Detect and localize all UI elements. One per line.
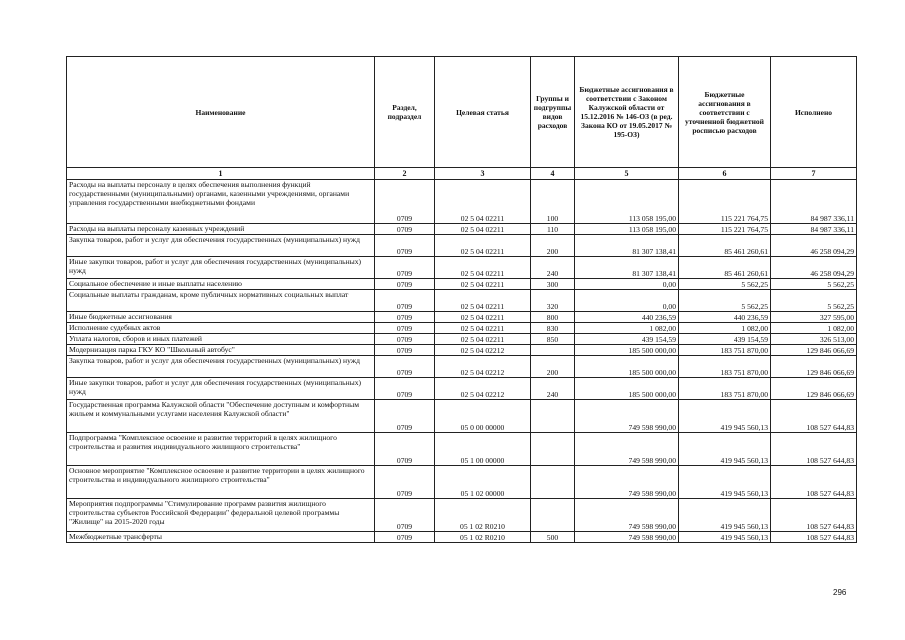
- cell-budget-law: 113 058 195,00: [575, 180, 679, 224]
- cell-expense-type: [531, 466, 575, 499]
- cell-budget-refined: 115 221 764,75: [679, 224, 771, 235]
- table-row: [67, 433, 857, 466]
- cell-budget-refined: 419 945 560,13: [679, 466, 771, 499]
- header-executed: Исполнено: [771, 57, 857, 168]
- table-row: [67, 257, 857, 279]
- cell-section: 0709: [375, 378, 435, 400]
- cell-expense-type: 100: [531, 180, 575, 224]
- cell-executed: 84 987 336,11: [771, 224, 857, 235]
- cell-section: 0709: [375, 400, 435, 433]
- cell-target-article: 02 5 04 02211: [435, 279, 531, 290]
- cell-budget-law: 1 082,00: [575, 323, 679, 334]
- cell-expense-type: 110: [531, 224, 575, 235]
- cell-name: Социальное обеспечение и иные выплаты населению: [67, 279, 375, 290]
- cell-target-article: 02 5 04 02211: [435, 312, 531, 323]
- cell-budget-refined: 183 751 870,00: [679, 345, 771, 356]
- cell-section: 0709: [375, 224, 435, 235]
- cell-executed: 108 527 644,83: [771, 532, 857, 543]
- cell-expense-type: 240: [531, 378, 575, 400]
- cell-target-article: 02 5 04 02212: [435, 378, 531, 400]
- table-row: [67, 356, 857, 378]
- table-row: [67, 378, 857, 400]
- cell-target-article: 02 5 04 02211: [435, 257, 531, 279]
- cell-name: Иные закупки товаров, работ и услуг для обеспечения государственных (муниципальных) нужд: [67, 378, 375, 400]
- cell-name: Расходы на выплаты персоналу в целях обеспечения выполнения функций государственными (муниципальными) органами, казенными учреждениями, органами управления государственными внебюджетными фондами: [67, 180, 375, 224]
- cell-expense-type: 800: [531, 312, 575, 323]
- cell-name: Закупка товаров, работ и услуг для обеспечения государственных (муниципальных) нужд: [67, 235, 375, 257]
- cell-name: Закупка товаров, работ и услуг для обеспечения государственных (муниципальных) нужд: [67, 356, 375, 378]
- cell-budget-refined: 419 945 560,13: [679, 433, 771, 466]
- cell-section: 0709: [375, 345, 435, 356]
- cell-budget-refined: 1 082,00: [679, 323, 771, 334]
- column-number: 5: [575, 168, 679, 180]
- cell-executed: 46 258 094,29: [771, 257, 857, 279]
- cell-name: Государственная программа Калужской области "Обеспечение доступным и комфортным жильем и коммунальными услугами населения Калужской области": [67, 400, 375, 433]
- cell-target-article: 05 1 02 R0210: [435, 532, 531, 543]
- column-number: 7: [771, 168, 857, 180]
- cell-section: 0709: [375, 532, 435, 543]
- column-number: 3: [435, 168, 531, 180]
- cell-name: Основное мероприятие "Комплексное освоение и развитие территории в целях жилищного строительства и индивидуального жилищного строительства": [67, 466, 375, 499]
- table-row: [67, 290, 857, 312]
- page-number: 296: [833, 588, 847, 597]
- cell-budget-refined: 85 461 260,61: [679, 257, 771, 279]
- cell-target-article: 02 5 04 02211: [435, 235, 531, 257]
- cell-section: 0709: [375, 466, 435, 499]
- cell-expense-type: 200: [531, 356, 575, 378]
- table-row: [67, 312, 857, 323]
- cell-budget-refined: 115 221 764,75: [679, 180, 771, 224]
- table-row: [67, 323, 857, 334]
- header-budget-law: Бюджетные ассигнования в соответствии с Законом Калужской области от 15.12.2016 № 146-ОЗ (в ред. Закона КО от 19.05.2017 № 195-ОЗ): [575, 57, 679, 168]
- table-row: [67, 532, 857, 543]
- cell-name: Модернизация парка ГКУ КО "Школьный автобус": [67, 345, 375, 356]
- cell-name: Исполнение судебных актов: [67, 323, 375, 334]
- cell-section: 0709: [375, 235, 435, 257]
- column-number: 1: [67, 168, 375, 180]
- header-budget-refined: Бюджетные ассигнования в соответствии с уточненной бюджетной росписью расходов: [679, 57, 771, 168]
- cell-section: 0709: [375, 499, 435, 532]
- table-row: [67, 466, 857, 499]
- table-row: [67, 334, 857, 345]
- cell-section: 0709: [375, 312, 435, 323]
- cell-name: Межбюджетные трансферты: [67, 532, 375, 543]
- header-section: Раздел, подраздел: [375, 57, 435, 168]
- cell-budget-law: 440 236,59: [575, 312, 679, 323]
- cell-section: 0709: [375, 290, 435, 312]
- cell-executed: 84 987 336,11: [771, 180, 857, 224]
- cell-budget-refined: 419 945 560,13: [679, 499, 771, 532]
- cell-executed: 5 562,25: [771, 279, 857, 290]
- column-number: 6: [679, 168, 771, 180]
- table-row: [67, 180, 857, 224]
- cell-section: 0709: [375, 323, 435, 334]
- cell-budget-refined: 5 562,25: [679, 279, 771, 290]
- column-number-row: [67, 168, 857, 180]
- cell-name: Уплата налогов, сборов и иных платежей: [67, 334, 375, 345]
- cell-executed: 129 846 066,69: [771, 345, 857, 356]
- cell-target-article: 05 1 00 00000: [435, 433, 531, 466]
- cell-expense-type: 500: [531, 532, 575, 543]
- cell-executed: 108 527 644,83: [771, 400, 857, 433]
- header-name: Наименование: [67, 57, 375, 168]
- cell-name: Расходы на выплаты персоналу казенных учреждений: [67, 224, 375, 235]
- cell-budget-law: 81 307 138,41: [575, 257, 679, 279]
- header-target-article: Целевая статья: [435, 57, 531, 168]
- cell-budget-law: 439 154,59: [575, 334, 679, 345]
- cell-executed: 327 595,00: [771, 312, 857, 323]
- header-row: [67, 57, 857, 168]
- cell-target-article: 05 0 00 00000: [435, 400, 531, 433]
- budget-sheet: [66, 56, 856, 543]
- cell-expense-type: [531, 400, 575, 433]
- cell-expense-type: [531, 345, 575, 356]
- cell-target-article: 02 5 04 02211: [435, 180, 531, 224]
- budget-table: [66, 56, 857, 543]
- cell-target-article: 02 5 04 02211: [435, 323, 531, 334]
- cell-target-article: 05 1 02 00000: [435, 466, 531, 499]
- cell-target-article: 02 5 04 02211: [435, 224, 531, 235]
- cell-name: Иные закупки товаров, работ и услуг для обеспечения государственных (муниципальных) нужд: [67, 257, 375, 279]
- cell-budget-refined: 419 945 560,13: [679, 400, 771, 433]
- table-row: [67, 345, 857, 356]
- cell-expense-type: [531, 433, 575, 466]
- cell-target-article: 02 5 04 02211: [435, 334, 531, 345]
- cell-name: Мероприятия подпрограммы "Стимулирование программ развития жилищного строительства субъектов Российской Федерации" федеральной целевой программы "Жилище" на 2015-2020 годы: [67, 499, 375, 532]
- header-expense-type: Группы и подгруппы видов расходов: [531, 57, 575, 168]
- cell-budget-law: 81 307 138,41: [575, 235, 679, 257]
- cell-executed: 108 527 644,83: [771, 499, 857, 532]
- cell-executed: 108 527 644,83: [771, 433, 857, 466]
- cell-budget-law: 185 500 000,00: [575, 378, 679, 400]
- cell-budget-refined: 85 461 260,61: [679, 235, 771, 257]
- cell-budget-law: 0,00: [575, 279, 679, 290]
- cell-expense-type: 240: [531, 257, 575, 279]
- cell-budget-refined: 439 154,59: [679, 334, 771, 345]
- cell-budget-law: 749 598 990,00: [575, 433, 679, 466]
- cell-section: 0709: [375, 334, 435, 345]
- cell-budget-refined: 183 751 870,00: [679, 378, 771, 400]
- cell-executed: 1 082,00: [771, 323, 857, 334]
- table-row: [67, 400, 857, 433]
- column-number: 4: [531, 168, 575, 180]
- cell-expense-type: 850: [531, 334, 575, 345]
- cell-budget-refined: 183 751 870,00: [679, 356, 771, 378]
- cell-executed: 326 513,00: [771, 334, 857, 345]
- cell-section: 0709: [375, 356, 435, 378]
- cell-target-article: 02 5 04 02211: [435, 290, 531, 312]
- cell-section: 0709: [375, 279, 435, 290]
- cell-budget-law: 185 500 000,00: [575, 356, 679, 378]
- cell-executed: 5 562,25: [771, 290, 857, 312]
- cell-section: 0709: [375, 257, 435, 279]
- cell-executed: 108 527 644,83: [771, 466, 857, 499]
- cell-budget-law: 749 598 990,00: [575, 466, 679, 499]
- cell-expense-type: 830: [531, 323, 575, 334]
- table-body: [67, 180, 857, 543]
- cell-name: Социальные выплаты гражданам, кроме публичных нормативных социальных выплат: [67, 290, 375, 312]
- cell-name: Иные бюджетные ассигнования: [67, 312, 375, 323]
- table-row: [67, 235, 857, 257]
- cell-section: 0709: [375, 180, 435, 224]
- cell-expense-type: 200: [531, 235, 575, 257]
- table-row: [67, 279, 857, 290]
- cell-budget-law: 749 598 990,00: [575, 499, 679, 532]
- cell-section: 0709: [375, 433, 435, 466]
- cell-budget-law: 113 058 195,00: [575, 224, 679, 235]
- cell-budget-law: 185 500 000,00: [575, 345, 679, 356]
- cell-budget-law: 749 598 990,00: [575, 400, 679, 433]
- cell-executed: 129 846 066,69: [771, 356, 857, 378]
- cell-executed: 129 846 066,69: [771, 378, 857, 400]
- cell-budget-refined: 5 562,25: [679, 290, 771, 312]
- cell-expense-type: 320: [531, 290, 575, 312]
- table-row: [67, 499, 857, 532]
- cell-target-article: 02 5 04 02212: [435, 345, 531, 356]
- cell-budget-law: 0,00: [575, 290, 679, 312]
- cell-expense-type: 300: [531, 279, 575, 290]
- cell-target-article: 05 1 02 R0210: [435, 499, 531, 532]
- cell-executed: 46 258 094,29: [771, 235, 857, 257]
- cell-budget-refined: 440 236,59: [679, 312, 771, 323]
- cell-budget-law: 749 598 990,00: [575, 532, 679, 543]
- table-row: [67, 224, 857, 235]
- cell-target-article: 02 5 04 02212: [435, 356, 531, 378]
- cell-budget-refined: 419 945 560,13: [679, 532, 771, 543]
- cell-name: Подпрограмма "Комплексное освоение и развитие территорий в целях жилищного строительства и развития индивидуального жилищного строительства": [67, 433, 375, 466]
- cell-expense-type: [531, 499, 575, 532]
- column-number: 2: [375, 168, 435, 180]
